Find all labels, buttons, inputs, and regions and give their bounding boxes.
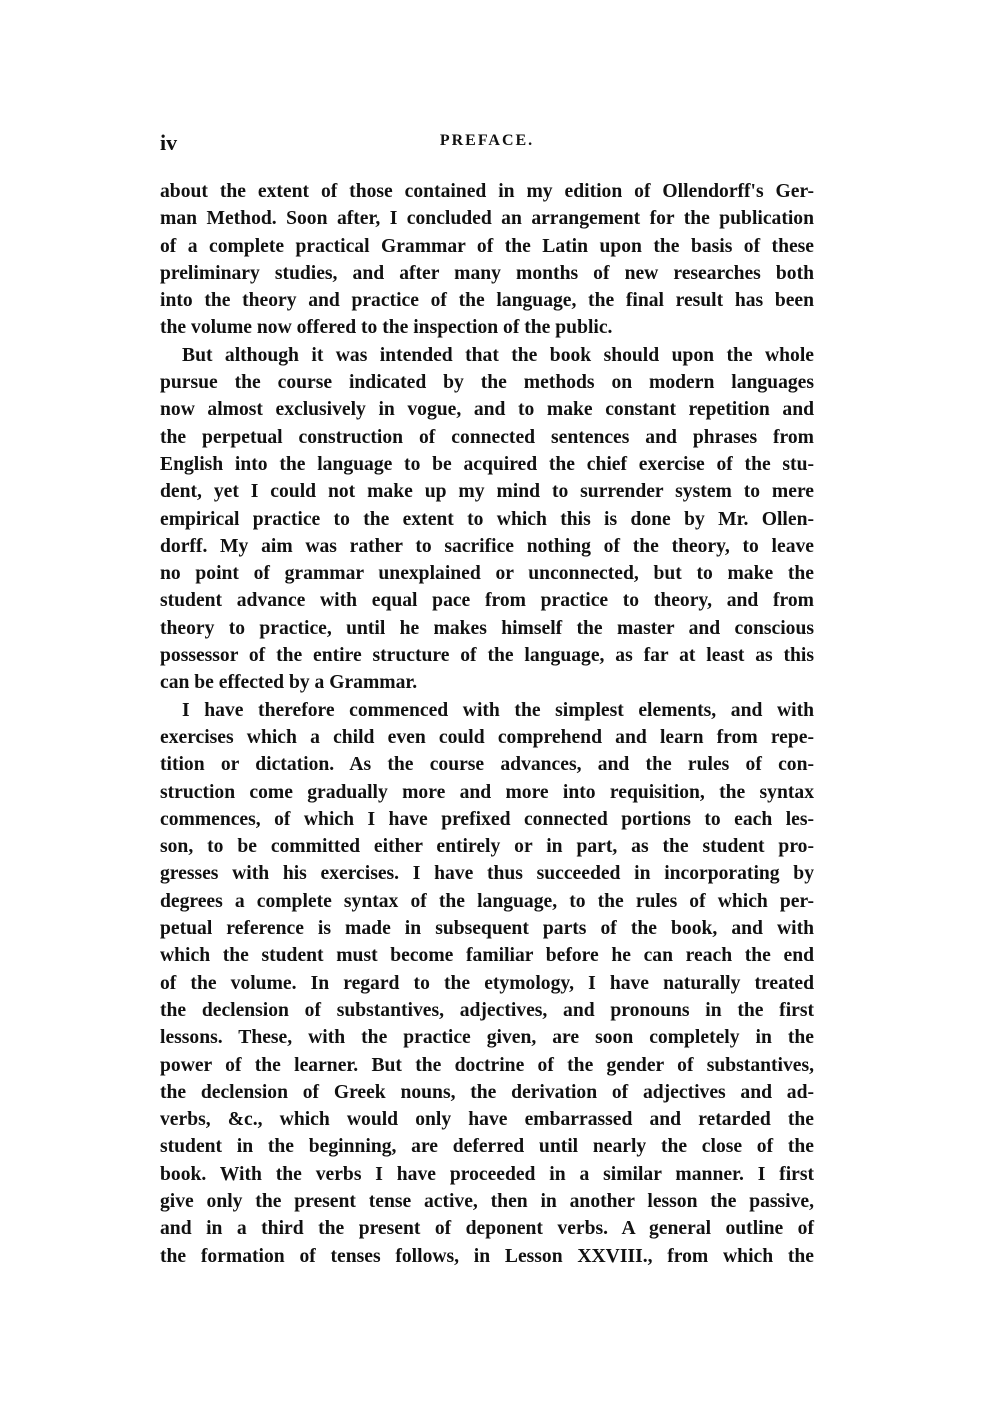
text-line: no point of grammar unexplained or unconnected, but to make the xyxy=(160,563,814,585)
text-line: of a complete practical Grammar of the Latin upon the basis of these xyxy=(160,235,814,257)
text-line: But although it was intended that the book should upon the whole xyxy=(182,344,814,366)
header-title: PREFACE. xyxy=(439,132,535,149)
text-line: exercises which a child even could comprehend and learn from repe- xyxy=(160,726,814,748)
text-line: dorff. My aim was rather to sacrifice nothing of the theory, to leave xyxy=(160,535,814,557)
text-line: English into the language to be acquired the chief exercise of the stu- xyxy=(160,453,814,475)
text-line: the volume now offered to the inspection of the public. xyxy=(160,317,613,339)
text-line: gresses with his exercises. I have thus succeeded in incorporating by xyxy=(160,863,814,885)
text-line: theory to practice, until he makes himself the master and conscious xyxy=(160,617,814,639)
text-line: son, to be committed either entirely or in part, as the student pro- xyxy=(160,836,814,858)
text-line: I have therefore commenced with the simplest elements, and with xyxy=(182,699,814,721)
body-text xyxy=(160,178,814,1270)
text-line: dent, yet I could not make up my mind to surrender system to mere xyxy=(160,481,814,503)
text-line: of the volume. In regard to the etymology, I have naturally treated xyxy=(160,972,814,994)
text-line: degrees a complete syntax of the language, to the rules of which per- xyxy=(160,890,814,912)
text-line: can be effected by a Grammar. xyxy=(160,672,418,694)
text-line: give only the present tense active, then in another lesson the passive, xyxy=(160,1190,814,1212)
text-line: student advance with equal pace from practice to theory, and from xyxy=(160,590,814,612)
text-line: into the theory and practice of the language, the final result has been xyxy=(160,290,814,312)
text-line: possessor of the entire structure of the language, as far at least as this xyxy=(160,645,814,667)
text-line: about the extent of those contained in my edition of Ollendorff's Ger- xyxy=(160,181,814,202)
text-line: which the student must become familiar before he can reach the end xyxy=(160,945,814,967)
text-line: man Method. Soon after, I concluded an arrangement for the publication xyxy=(160,208,814,230)
text-line: the formation of tenses follows, in Lesson XXVIII., from which the xyxy=(160,1245,814,1267)
text-line: lessons. These, with the practice given, are soon completely in the xyxy=(160,1027,814,1049)
text-line: empirical practice to the extent to which this is done by Mr. Ollen- xyxy=(160,508,814,530)
text-line: the perpetual construction of connected sentences and phrases from xyxy=(160,426,814,448)
text-line: and in a third the present of deponent verbs. A general outline of xyxy=(160,1218,814,1240)
text-line: petual reference is made in subsequent parts of the book, and with xyxy=(160,918,814,940)
book-page xyxy=(160,130,814,1270)
text-line: student in the beginning, are deferred until nearly the close of the xyxy=(160,1136,814,1158)
running-head xyxy=(160,130,814,158)
text-line: power of the learner. But the doctrine of the gender of substantives, xyxy=(160,1054,814,1076)
text-line: tition or dictation. As the course advances, and the rules of con- xyxy=(160,754,814,776)
text-line: verbs, &c., which would only have embarrassed and retarded the xyxy=(160,1109,814,1131)
page-number: iv xyxy=(160,130,178,155)
text-line: pursue the course indicated by the methods on modern languages xyxy=(160,372,814,394)
text-line: preliminary studies, and after many months of new researches both xyxy=(160,262,814,284)
text-line: commences, of which I have prefixed connected portions to each les- xyxy=(160,808,814,830)
text-line: the declension of Greek nouns, the derivation of adjectives and ad- xyxy=(160,1081,814,1103)
text-line: struction come gradually more and more into requisition, the syntax xyxy=(160,781,814,803)
text-line: now almost exclusively in vogue, and to make constant repetition and xyxy=(160,399,814,421)
text-line: the declension of substantives, adjectives, and pronouns in the first xyxy=(160,999,814,1021)
text-line: book. With the verbs I have proceeded in a similar manner. I first xyxy=(160,1163,814,1185)
